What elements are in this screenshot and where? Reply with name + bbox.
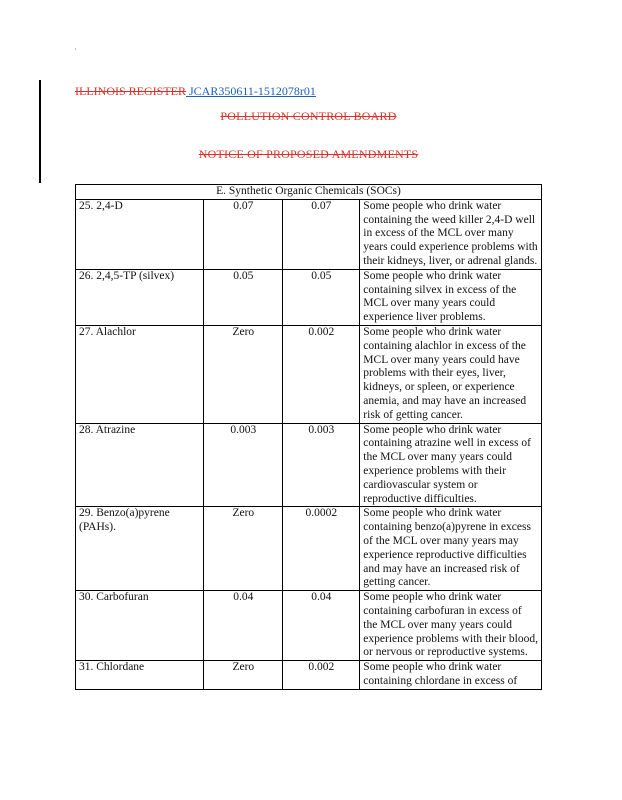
table-row xyxy=(76,423,542,507)
page-speck xyxy=(75,48,76,50)
mcl-value: 0.0002 xyxy=(283,507,360,591)
mclg-value: Zero xyxy=(204,661,283,690)
table-row xyxy=(76,325,542,423)
table-row xyxy=(76,661,542,690)
mclg-value: 0.04 xyxy=(204,591,283,661)
register-inserted-text: JCAR350611-1512078r01 xyxy=(186,84,316,98)
table-row xyxy=(76,591,542,661)
mcl-value: 0.04 xyxy=(283,591,360,661)
health-effect: Some people who drink water containing atrazine well in excess of the MCL over many years could experience problems with their cardiovascular system or reproductive difficulties. xyxy=(360,423,542,507)
mcl-value: 0.003 xyxy=(283,423,360,507)
contaminant-name: 31. Chlordane xyxy=(76,661,204,690)
table-title-row xyxy=(76,185,542,200)
register-struck-text: ILLINOIS REGISTER xyxy=(75,84,186,98)
mcl-value: 0.05 xyxy=(283,269,360,325)
mcl-value: 0.002 xyxy=(283,661,360,690)
mcl-value: 0.002 xyxy=(283,325,360,423)
health-effect: Some people who drink water containing the weed killer 2,4-D well in excess of the MCL over many years could experience problems with their kidneys, liver, or adrenal glands. xyxy=(360,199,542,269)
register-header xyxy=(75,84,316,99)
soc-table xyxy=(75,184,542,690)
mclg-value: Zero xyxy=(204,325,283,423)
table-title: E. Synthetic Organic Chemicals (SOCs) xyxy=(76,185,542,200)
table-row xyxy=(76,507,542,591)
contaminant-name: 26. 2,4,5-TP (silvex) xyxy=(76,269,204,325)
mclg-value: 0.05 xyxy=(204,269,283,325)
mcl-value: 0.07 xyxy=(283,199,360,269)
health-effect: Some people who drink water containing alachlor in excess of the MCL over many years could have problems with their eyes, liver, kidneys, or spleen, or experience anemia, and may have an increased risk of getting cancer. xyxy=(360,325,542,423)
contaminant-name: 25. 2,4-D xyxy=(76,199,204,269)
mclg-value: 0.07 xyxy=(204,199,283,269)
mclg-value: 0.003 xyxy=(204,423,283,507)
health-effect: Some people who drink water containing carbofuran in excess of the MCL over many years could experience problems with their blood, or nervous or reproductive systems. xyxy=(360,591,542,661)
board-title: POLLUTION CONTROL BOARD xyxy=(220,109,397,123)
health-effect: Some people who drink water containing benzo(a)pyrene in excess of the MCL over many years may experience reproductive difficulties and may have an increased risk of getting cancer. xyxy=(360,507,542,591)
table-row xyxy=(76,199,542,269)
notice-title: NOTICE OF PROPOSED AMENDMENTS xyxy=(198,147,419,161)
contaminant-name: 30. Carbofuran xyxy=(76,591,204,661)
contaminant-name: 27. Alachlor xyxy=(76,325,204,423)
health-effect: Some people who drink water containing chlordane in excess of xyxy=(360,661,542,690)
mclg-value: Zero xyxy=(204,507,283,591)
contaminant-name: 29. Benzo(a)pyrene (PAHs). xyxy=(76,507,204,591)
contaminant-name: 28. Atrazine xyxy=(76,423,204,507)
health-effect: Some people who drink water containing silvex in excess of the MCL over many years could experience liver problems. xyxy=(360,269,542,325)
table-row xyxy=(76,269,542,325)
revision-bar xyxy=(39,80,41,183)
